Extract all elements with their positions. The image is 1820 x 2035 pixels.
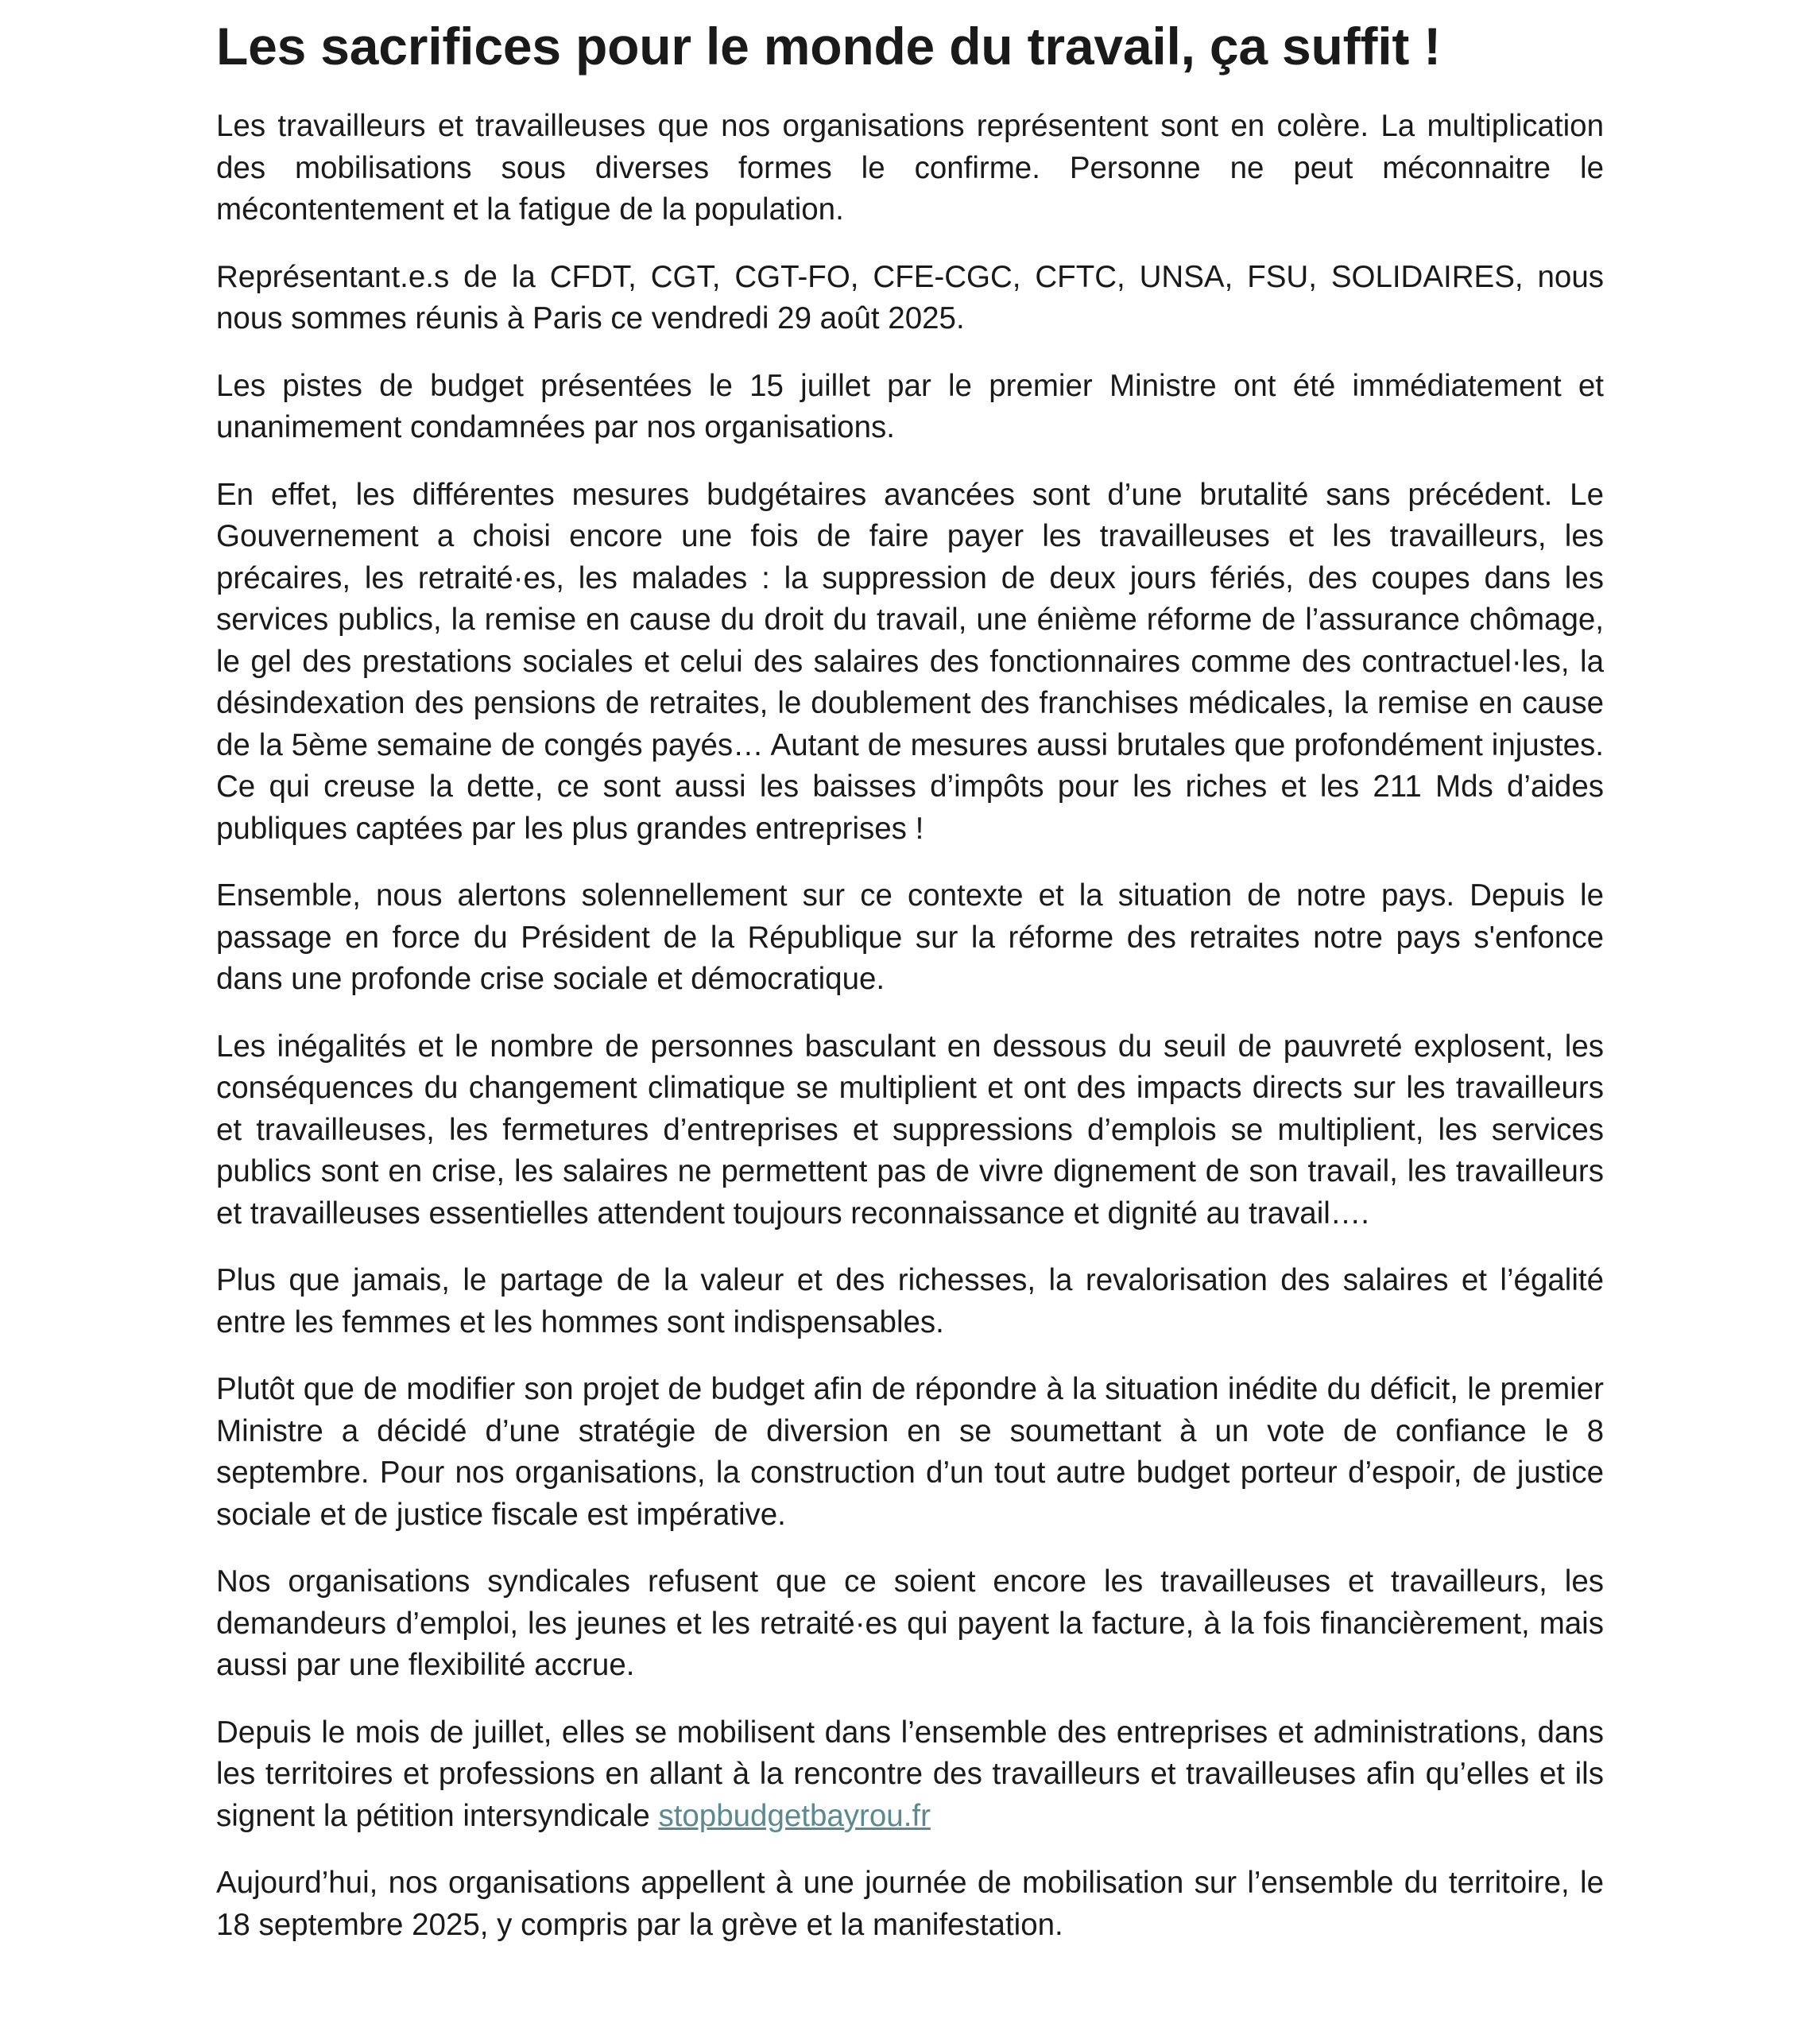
document-title: Les sacrifices pour le monde du travail, ça suffit ! [216,17,1442,76]
paragraph-budget-tracks: Les pistes de budget présentées le 15 juillet par le premier Ministre ont été immédiatement et unanimement condamnées par nos organisations. [216,368,1604,444]
paragraph-call-to-action: Aujourd’hui, nos organisations appellent à une journée de mobilisation sur l’ensemble du territoire, le 18 septembre 2025, y compris par la grève et la manifestation. [216,1866,1604,1942]
paragraph-budget-measures: En effet, les différentes mesures budgétaires avancées sont d’une brutalité sans précédent. Le Gouvernement a choisi encore une fois de faire payer les travailleuses et les travailleurs, les précaires, les retraité·es, les malades : la suppression de deux jours fériés, des coupes dans les services publics, la remise en cause du droit du travail, une énième réforme de l’assurance chômage, le gel des prestations sociales et celui des salaires des fonctionnaires comme des contractuel·les, la désindexation des pensions de retraites, le doublement des franchises médicales, la remise en cause de la 5ème semaine de congés payés… Autant de mesures aussi brutales que profondément injustes. Ce qui creuse la dette, ce sont aussi les baisses d’impôts pour les riches et les 211 Mds d’aides publiques captées par les plus grandes entreprises ! [216,477,1604,846]
paragraph-value-sharing: Plus que jamais, le partage de la valeur et des richesses, la revalorisation des salaires et l’égalité entre les femmes et les hommes sont indispensables. [216,1263,1604,1339]
petition-link[interactable]: stopbudgetbayrou.fr [658,1798,931,1833]
paragraph-inequalities: Les inégalités et le nombre de personnes basculant en dessous du seuil de pauvreté explosent, les conséquences du changement climatique se multiplient et ont des impacts directs sur les travailleurs et travailleuses, les fermetures d’entreprises et suppressions d’emplois se multiplient, les services publics sont en crise, les salaires ne permettent pas de vivre dignement de son travail, les travailleurs et travailleuses essentielles attendent toujours reconnaissance et dignité au travail…. [216,1029,1604,1231]
paragraph-confidence-vote: Plutôt que de modifier son projet de budget afin de répondre à la situation inédite du déficit, le premier Ministre a décidé d’une stratégie de diversion en se soumettant à un vote de confiance le 8 septembre. Pour nos organisations, la construction d’un tout autre budget porteur d’espoir, de justice sociale et de justice fiscale est impérative. [216,1372,1604,1532]
petition-text: Depuis le mois de juillet, elles se mobilisent dans l’ensemble des entreprises et administrations, dans les territoires et professions en allant à la rencontre des travailleurs et travailleuses afin qu’elles et ils signent la pétition intersyndicale [216,1715,1604,1833]
paragraph-representatives: Représentant.e.s de la CFDT, CGT, CGT-FO, CFE-CGC, CFTC, UNSA, FSU, SOLIDAIRES, nous nous sommes réunis à Paris ce vendredi 29 août 2025. [216,259,1604,335]
paragraph-anger: Les travailleurs et travailleuses que nos organisations représentent sont en colère. La multiplication des mobilisations sous diverses formes le confirme. Personne ne peut méconnaitre le mécontentement et la fatigue de la population. [216,109,1604,227]
document-page [216,0,1604,1946]
paragraph-refusal: Nos organisations syndicales refusent que ce soient encore les travailleuses et travailleurs, les demandeurs d’emploi, les jeunes et les retraité·es qui payent la facture, à la fois financièrement, mais aussi par une flexibilité accrue. [216,1564,1604,1682]
paragraph-petition [216,1712,1604,1838]
paragraph-alert: Ensemble, nous alertons solennellement sur ce contexte et la situation de notre pays. Depuis le passage en force du Président de la République sur la réforme des retraites notre pays s'enfonce dans une profonde crise sociale et démocratique. [216,878,1604,996]
